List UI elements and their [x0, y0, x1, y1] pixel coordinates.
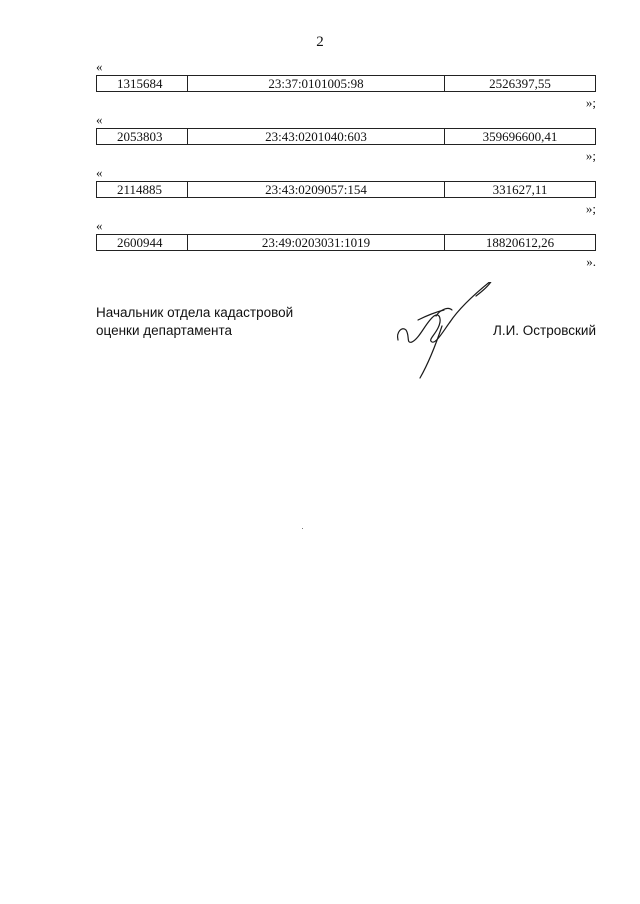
cell-id: 1315684: [97, 76, 188, 91]
close-quote: ».: [586, 254, 596, 269]
signature-block: [96, 304, 596, 394]
cell-cadastral-number: 23:37:0101005:98: [188, 76, 445, 91]
table-row: [96, 128, 596, 145]
cell-id: 2600944: [97, 235, 188, 250]
cell-cadastral-value: 331627,11: [492, 182, 548, 197]
signatory-name: Л.И. Островский: [492, 323, 596, 338]
cell-cadastral-value: 2526397,55: [489, 76, 551, 91]
table-row: [96, 75, 596, 92]
cell-cadastral-number: 23:43:0201040:603: [188, 129, 445, 144]
scan-speck: [302, 528, 303, 529]
table-row: [96, 181, 596, 198]
page-number: 2: [316, 34, 324, 50]
handwritten-signature: [392, 282, 502, 392]
open-quote: «: [96, 112, 103, 127]
close-quote: »;: [585, 201, 596, 216]
table-row: [96, 234, 596, 251]
open-quote: «: [96, 165, 103, 180]
cell-cadastral-value: 18820612,26: [485, 235, 555, 250]
cell-id: 2053803: [97, 129, 188, 144]
signatory-title: [96, 304, 293, 340]
open-quote: «: [96, 218, 103, 233]
close-quote: »;: [585, 148, 596, 163]
open-quote: «: [96, 59, 103, 74]
cell-id: 2114885: [97, 182, 188, 197]
close-quote: »;: [585, 95, 596, 110]
cell-cadastral-value: 359696600,41: [482, 129, 558, 144]
signatory-title-line2: оценки департамента: [96, 323, 232, 338]
signatory-title-line1: Начальник отдела кадастровой: [96, 305, 294, 320]
cell-cadastral-number: 23:43:0209057:154: [188, 182, 445, 197]
cell-cadastral-number: 23:49:0203031:1019: [188, 235, 445, 250]
